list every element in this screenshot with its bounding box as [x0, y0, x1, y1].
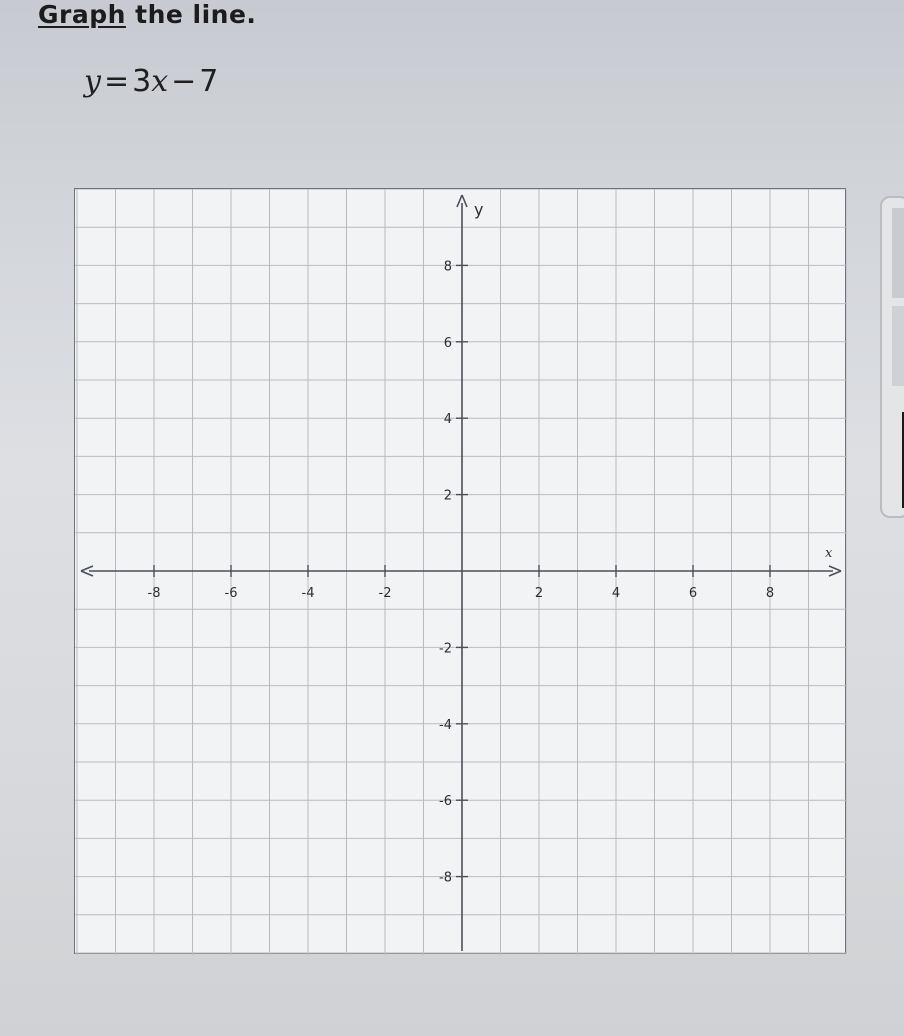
equation-constant: 7	[199, 64, 219, 99]
instruction-keyword: Graph	[38, 0, 126, 29]
coordinate-plane[interactable]	[75, 189, 847, 955]
x-tick-label: -2	[378, 586, 392, 601]
instruction-rest: the line.	[125, 0, 257, 29]
graphing-tool-panel	[880, 196, 904, 518]
x-tick-label: -8	[147, 586, 161, 601]
y-tick-label: 4	[443, 412, 452, 428]
y-tick-label: 2	[443, 488, 452, 504]
x-tick-label: 6	[688, 586, 698, 601]
y-tick-label: -6	[439, 794, 452, 810]
equation-minus: −	[171, 64, 197, 99]
problem-instruction	[38, 0, 256, 29]
y-tick-label: -8	[439, 870, 452, 886]
equation-equals: =	[103, 64, 130, 99]
equation	[84, 64, 218, 99]
y-tick-label: 6	[443, 335, 452, 351]
tool-button-1[interactable]	[892, 208, 904, 298]
equation-variable: x	[151, 64, 169, 99]
y-tick-label: -2	[439, 641, 452, 657]
graphing-area[interactable]	[74, 188, 846, 954]
y-axis-label: y	[474, 200, 484, 219]
y-tick-label: -4	[439, 717, 452, 733]
x-axis-label: x	[825, 546, 833, 561]
equation-coefficient: 3	[132, 64, 152, 99]
x-tick-label: 8	[765, 586, 775, 601]
tool-button-2[interactable]	[892, 306, 904, 386]
x-tick-label: 2	[534, 586, 544, 601]
equation-lhs: y	[84, 64, 101, 99]
y-tick-label: 8	[443, 259, 452, 275]
x-tick-label: 4	[611, 586, 621, 601]
x-tick-label: -6	[224, 586, 238, 601]
x-tick-label: -4	[301, 586, 315, 601]
